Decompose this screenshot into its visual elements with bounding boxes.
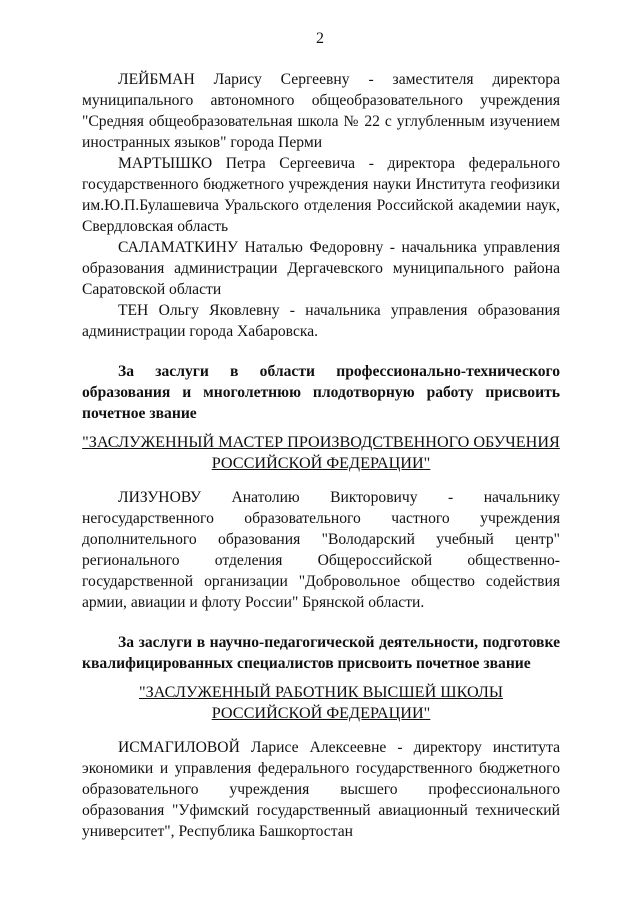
award-recipient-lizunova: ЛИЗУНОВУ Анатолию Викторовичу - начальнику негосударственного образовательного частного учреждения дополнительного образования "Володарский учебный центр" регионального отделения Общероссийской общественно-государственной организации "Добровольное общество содействия армии, авиации и флоту России" Брянской области. — [82, 489, 560, 611]
award-recipient-ten: ТЕН Ольгу Яковлевну - начальника управления образования администрации города Хабаровска. — [82, 302, 560, 340]
award-recipient-ismagilova: ИСМАГИЛОВОЙ Ларисе Алексеевне - директору института экономики и управления федерального государственного бюджетного образовательного учреждения высшего профессионального образования "Уфимский государственный авиационный технический университет", Республика Башкортостан — [82, 739, 560, 840]
section-intro-higher-school: За заслуги в научно-педагогической деятельности, подготовке квалифицированных специалистов присвоить почетное звание — [82, 634, 560, 672]
honorary-title-higher-school: "ЗАСЛУЖЕННЫЙ РАБОТНИК ВЫСШЕЙ ШКОЛЫ РОССИЙСКОЙ ФЕДЕРАЦИИ" — [138, 683, 504, 722]
award-recipient-salamatkina: САЛАМАТКИНУ Наталью Федоровну - начальника управления образования администрации Дергачевского муниципального района Саратовской области — [82, 239, 560, 298]
award-recipient-leibman: ЛЕЙБМАН Ларису Сергеевну - заместителя директора муниципального автономного общеобразовательного учреждения "Средняя общеобразовательная школа № 22 с углубленным изучением иностранных языков" города Перми — [82, 71, 560, 151]
page-number: 2 — [316, 30, 324, 47]
section-intro-vocational: За заслуги в области профессионально-технического образования и многолетнюю плодотворную работу присвоить почетное звание — [82, 363, 560, 422]
document-body — [82, 69, 560, 842]
honorary-title-master: "ЗАСЛУЖЕННЫЙ МАСТЕР ПРОИЗВОДСТВЕННОГО ОБУЧЕНИЯ РОССИЙСКОЙ ФЕДЕРАЦИИ" — [82, 433, 560, 472]
award-recipient-martyshko: МАРТЫШКО Петра Сергеевича - директора федерального государственного бюджетного учреждения науки Института геофизики им.Ю.П.Булашевича Уральского отделения Российской академии наук, Свердловская область — [82, 155, 560, 235]
